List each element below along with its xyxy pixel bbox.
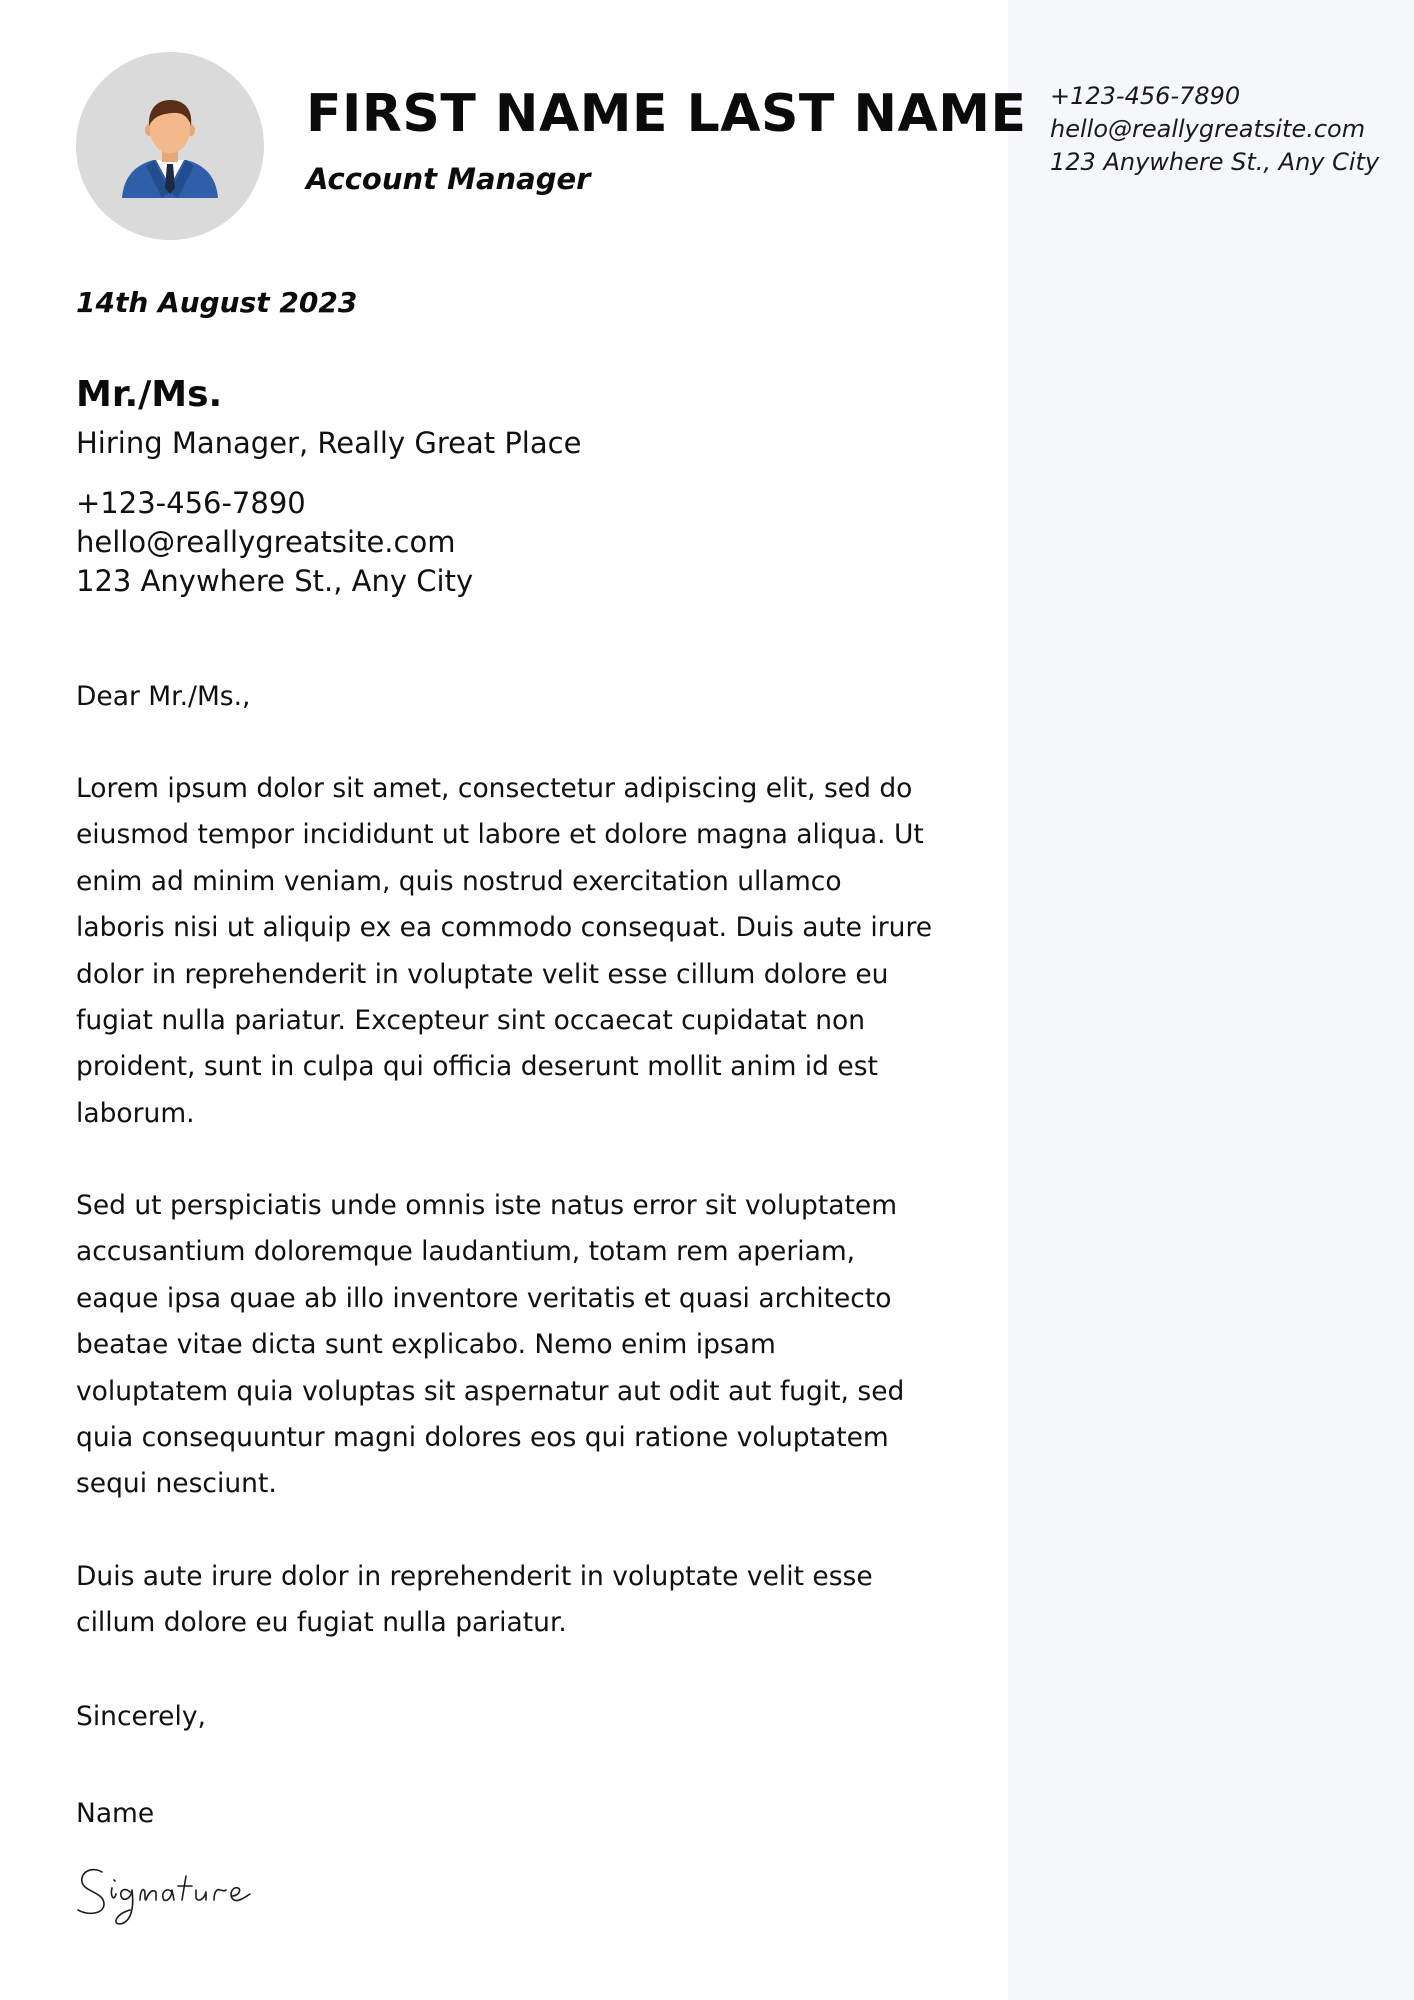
- recipient-phone: +123-456-7890: [76, 486, 306, 520]
- sidebar-email: hello@reallygreatsite.com: [1050, 115, 1366, 143]
- recipient-role: Hiring Manager, Really Great Place: [76, 426, 582, 460]
- letter-greeting: Dear Mr./Ms.,: [76, 681, 251, 712]
- recipient-contact-block: [76, 484, 473, 601]
- letter-closing: Sincerely,: [76, 1701, 206, 1732]
- recipient-salutation: Mr./Ms.: [76, 374, 223, 415]
- letter-paragraph: Sed ut perspiciatis unde omnis iste natus error sit voluptatem accusantium doloremque laudantium, totam rem aperiam, eaque ipsa quae ab illo inventore veritatis et quasi architecto beatae vitae dicta sunt explicabo. Nemo enim ipsam voluptatem quia voluptas sit aspernatur aut odit aut fugit, sed quia consequuntur magni dolores eos qui ratione voluptatem sequi nesciunt.: [76, 1190, 905, 1500]
- applicant-name: FIRST NAME LAST NAME: [306, 84, 1027, 144]
- signer-name: Name: [76, 1798, 155, 1829]
- recipient-email: hello@reallygreatsite.com: [76, 525, 456, 559]
- businessman-avatar-icon: [76, 52, 264, 240]
- letter-paragraph: Lorem ipsum dolor sit amet, consectetur adipiscing elit, sed do eiusmod tempor incididunt ut labore et dolore magna aliqua. Ut enim ad minim veniam, quis nostrud exercitation ullamco laboris nisi ut aliquip ex ea commodo consequat. Duis aute irure dolor in reprehenderit in voluptate velit esse cillum dolore eu fugiat nulla pariatur. Excepteur sint occaecat cupidatat non proident, sunt in culpa qui officia deserunt mollit anim id est laborum.: [76, 773, 933, 1129]
- sidebar-phone: +123-456-7890: [1050, 82, 1241, 110]
- sidebar-contact-block: [1050, 80, 1379, 179]
- applicant-job-title: Account Manager: [306, 162, 591, 196]
- letter-paragraph: Duis aute irure dolor in reprehenderit in voluptate velit esse cillum dolore eu fugiat nulla pariatur.: [76, 1561, 873, 1639]
- contact-sidebar: [1008, 0, 1414, 2000]
- recipient-address: 123 Anywhere St., Any City: [76, 564, 474, 598]
- sidebar-address: 123 Anywhere St., Any City: [1050, 148, 1380, 176]
- handwritten-signature: [74, 1852, 274, 1932]
- letter-date: 14th August 2023: [76, 286, 358, 319]
